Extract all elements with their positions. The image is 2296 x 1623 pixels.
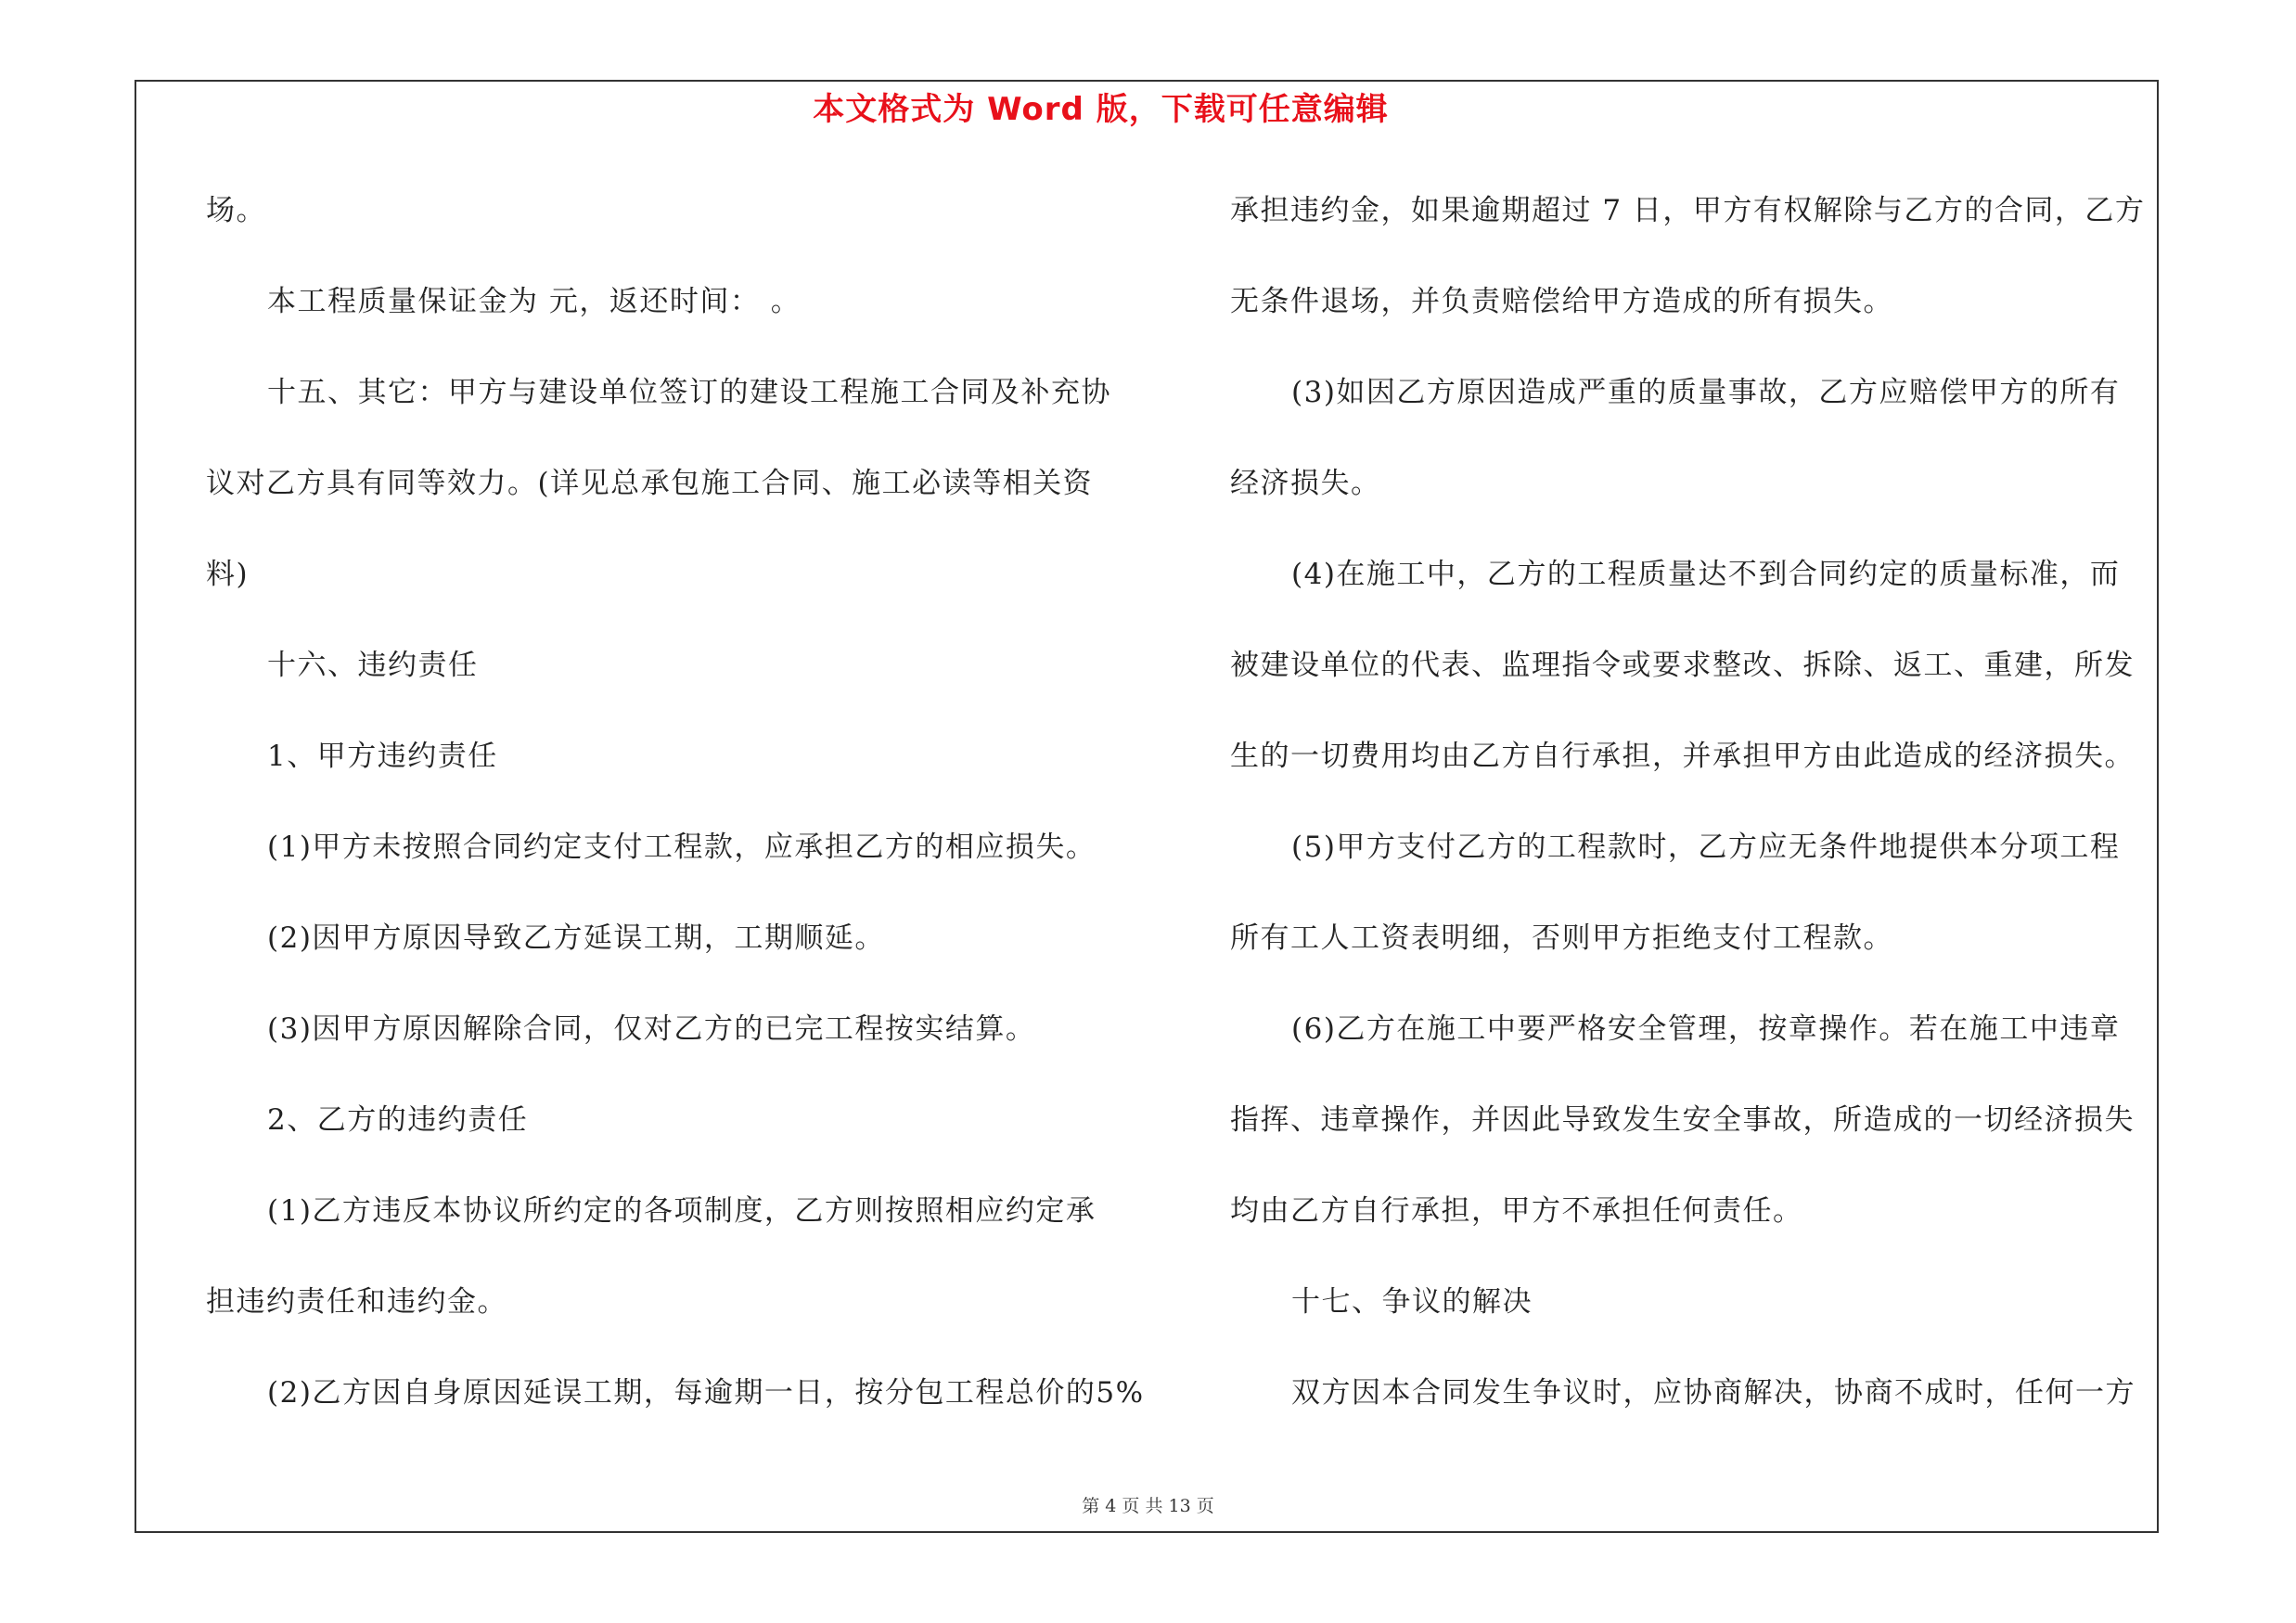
right-column-paragraph-line: 生的一切费用均由乙方自行承担，并承担甲方由此造成的经济损失。 <box>1230 740 2135 773</box>
right-column-paragraph-line: (3)如因乙方原因造成严重的质量事故，乙方应赔偿甲方的所有 <box>1291 376 2121 409</box>
left-column-paragraph-line: 场。 <box>206 194 266 227</box>
left-column-paragraph-line: 十五、其它：甲方与建设单位签订的建设工程施工合同及补充协 <box>267 376 1111 409</box>
right-column-paragraph-line: 经济损失。 <box>1230 467 1381 500</box>
right-column-paragraph-line: 被建设单位的代表、监理指令或要求整改、拆除、返工、重建，所发 <box>1230 649 2135 682</box>
right-column-paragraph-line: (5)甲方支付乙方的工程款时，乙方应无条件地提供本分项工程 <box>1291 831 2121 864</box>
right-column-paragraph-line: 所有工人工资表明细，否则甲方拒绝支付工程款。 <box>1230 921 1893 955</box>
left-column-paragraph-line: (2)因甲方原因导致乙方延误工期，工期顺延。 <box>267 921 885 955</box>
left-column-paragraph-line: 2、乙方的违约责任 <box>267 1103 529 1137</box>
right-column-paragraph-line: 双方因本合同发生争议时，应协商解决，协商不成时，任何一方 <box>1291 1376 2136 1410</box>
right-column-paragraph-line: 十七、争议的解决 <box>1291 1285 1533 1319</box>
right-column-paragraph-line: 承担违约金，如果逾期超过 7 日，甲方有权解除与乙方的合同，乙方 <box>1230 194 2146 227</box>
left-column-paragraph-line: (1)乙方违反本协议所约定的各项制度，乙方则按照相应约定承 <box>267 1194 1097 1228</box>
left-column-paragraph-line: 本工程质量保证金为 元，返还时间： 。 <box>267 285 802 318</box>
left-column-paragraph-line: (3)因甲方原因解除合同，仅对乙方的已完工程按实结算。 <box>267 1012 1036 1046</box>
left-column-paragraph-line: 议对乙方具有同等效力。(详见总承包施工合同、施工必读等相关资 <box>206 467 1094 500</box>
right-column-paragraph-line: (6)乙方在施工中要严格安全管理，按章操作。若在施工中违章 <box>1291 1012 2121 1046</box>
left-column-paragraph-line: 1、甲方违约责任 <box>267 740 498 773</box>
word-format-banner: 本文格式为 Word 版，下载可任意编辑 <box>813 91 1389 128</box>
left-column-paragraph-line: 担违约责任和违约金。 <box>206 1285 507 1319</box>
left-column-paragraph-line: 料) <box>206 558 250 591</box>
left-column-paragraph-line: (2)乙方因自身原因延误工期，每逾期一日，按分包工程总价的5% <box>267 1376 1145 1410</box>
left-column-paragraph-line: (1)甲方未按照合同约定支付工程款，应承担乙方的相应损失。 <box>267 831 1097 864</box>
right-text-column <box>1230 184 2148 1457</box>
left-text-column <box>206 184 1145 1457</box>
left-column-paragraph-line: 十六、违约责任 <box>267 649 479 682</box>
page-number-footer: 第 4 页 共 13 页 <box>1082 1496 1214 1516</box>
right-column-paragraph-line: 无条件退场，并负责赔偿给甲方造成的所有损失。 <box>1230 285 1893 318</box>
right-column-paragraph-line: 指挥、违章操作，并因此导致发生安全事故，所造成的一切经济损失 <box>1230 1103 2135 1137</box>
right-column-paragraph-line: 均由乙方自行承担，甲方不承担任何责任。 <box>1230 1194 1803 1228</box>
right-column-paragraph-line: (4)在施工中，乙方的工程质量达不到合同约定的质量标准，而 <box>1291 558 2121 591</box>
